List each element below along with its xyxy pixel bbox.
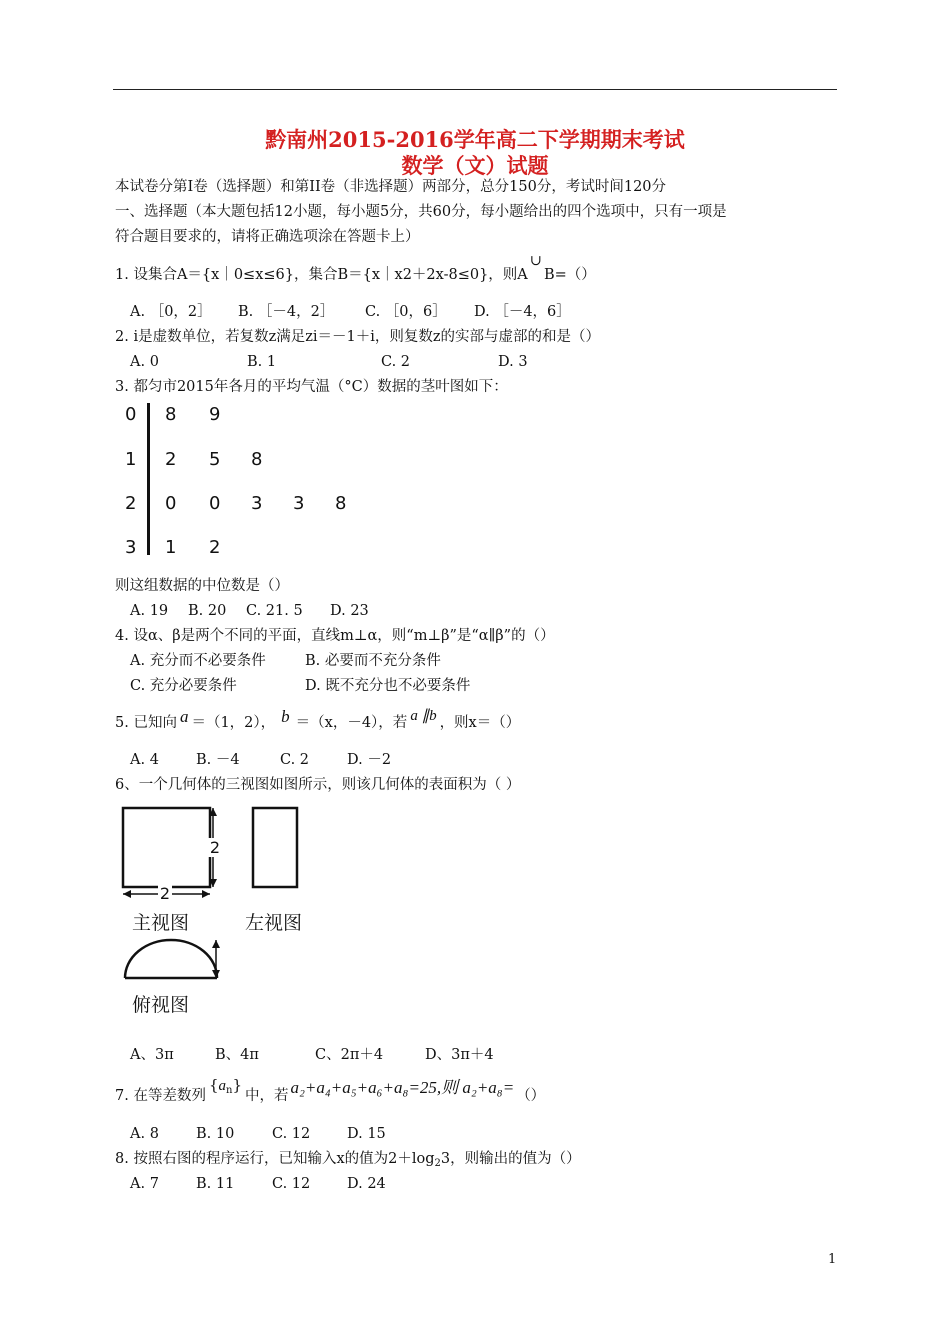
union-symbol: ∪: [529, 253, 542, 269]
q8-option-d: D. 24: [347, 1176, 386, 1192]
exam-subtitle: 数学（文）试题: [401, 153, 549, 178]
q1-option-b: B. ［－4，2］: [238, 304, 335, 320]
q8-stem: 8. 按照右图的程序运行，已知输入x的值为$2+\log_23$，则输出的值为（）: [115, 1151, 581, 1169]
q7-option-b: B. 10: [196, 1126, 235, 1142]
front-view-caption: 主视图: [132, 912, 190, 934]
header-rule: [113, 89, 837, 90]
q2-stem: 2. i是虚数单位，若复数z满足zi＝－1＋i，则复数z的实部与虚部的和是（）: [115, 329, 600, 345]
q4-stem: 4. 设α、β是两个不同的平面，直线m⊥α，则“m⊥β”是“α∥β”的（）: [115, 628, 555, 644]
q4-option-a: A. 充分而不必要条件: [130, 653, 266, 669]
leaf: 0: [209, 493, 221, 514]
side-view-caption: 左视图: [245, 912, 303, 934]
q6-option-d: D、3π＋4: [425, 1047, 494, 1063]
stem: 0: [125, 404, 137, 425]
leaf: 2: [165, 449, 177, 470]
q7-option-c: C. 12: [272, 1126, 311, 1142]
section-heading-cont: 符合题目要求的，请将正确选项涂在答题卡上）: [115, 229, 420, 245]
leaf: 8: [251, 449, 263, 470]
exam-title: 黔南州2015-2016学年高二下学期期末考试: [265, 127, 685, 152]
q6-option-a: A、3π: [130, 1047, 174, 1063]
q5-stem: 5. 已知向 a ＝（1，2）， b ＝（x，－4），若 a ∥b ，则x＝（）: [115, 707, 521, 731]
q3-option-d: D. 23: [330, 603, 369, 619]
q7-stem: 7. 在等差数列$\{a_n\}$中，若 a₂+a₄+a₅+a₆+a₈=25,则 a₂+a₈= （）: [115, 1076, 546, 1104]
leaf: 0: [165, 493, 177, 514]
parallel-condition: a ∥b: [410, 708, 437, 724]
q5-option-a: A. 4: [130, 752, 159, 768]
q1-option-c: C. ［0，6］: [365, 304, 447, 320]
q7-option-a: A. 8: [130, 1126, 159, 1142]
arrow-left-icon: [123, 890, 131, 898]
q6-option-c: C、2π＋4: [315, 1047, 384, 1063]
q6-option-b: B、4π: [215, 1047, 259, 1063]
q3-option-c: C. 21. 5: [246, 603, 303, 619]
q3-option-b: B. 20: [188, 603, 227, 619]
q4-option-c: C. 充分必要条件: [130, 678, 237, 694]
vector-a: a: [179, 707, 189, 726]
vector-b: b: [281, 707, 290, 726]
q5-option-b: B. －4: [196, 752, 240, 768]
leaf: 3: [251, 493, 263, 514]
q5-option-d: D. －2: [347, 752, 392, 768]
front-view-rect: [123, 808, 210, 887]
leaf: 1: [165, 537, 177, 558]
q3-option-a: A. 19: [130, 603, 169, 619]
leaf: 8: [335, 493, 347, 514]
stem: 1: [125, 449, 137, 470]
side-view-rect: [253, 808, 297, 887]
q8-option-b: B. 11: [196, 1176, 235, 1192]
page-number: 1: [828, 1252, 837, 1267]
intro-text: 本试卷分第I卷（选择题）和第II卷（非选择题）两部分，总分150分，考试时间120分: [115, 179, 667, 195]
q2-option-a: A. 0: [130, 354, 159, 370]
leaf: 9: [209, 404, 221, 425]
q6-stem: 6、一个几何体的三视图如图所示，则该几何体的表面积为（ ）: [115, 777, 521, 793]
top-view-arc: [125, 940, 217, 978]
top-view-caption: 俯视图: [132, 994, 190, 1016]
q7-option-d: D. 15: [347, 1126, 386, 1142]
section-heading: 一、选择题（本大题包括12小题，每小题5分，共60分，每小题给出的四个选项中，只有一项是: [115, 204, 727, 220]
leaf: 2: [209, 537, 221, 558]
leaf: 8: [165, 404, 177, 425]
q5-option-c: C. 2: [280, 752, 310, 768]
q1-option-d: D. ［－4，6］: [474, 304, 571, 320]
q1-option-a: A. ［0，2］: [130, 304, 212, 320]
q4-option-d: D. 既不充分也不必要条件: [305, 678, 471, 694]
q3-stem: 3. 都匀市2015年各月的平均气温（°C）数据的茎叶图如下：: [115, 379, 508, 395]
sequence-braces: $\{a_n\}$: [208, 1076, 242, 1096]
stem-divider: [147, 403, 150, 555]
q7-condition: a₂+a₄+a₅+a₆+a₈=25,则 a₂+a₈=: [290, 1078, 515, 1097]
stem: 3: [125, 537, 137, 558]
leaf: 3: [293, 493, 305, 514]
q8-option-a: A. 7: [130, 1176, 159, 1192]
q3-ask: 则这组数据的中位数是（）: [115, 578, 289, 594]
q1-stem: 1. 设集合A＝{x｜0≤x≤6}，集合B＝{x｜x2＋2x-8≤0}，则A∪B=（）: [115, 253, 596, 283]
height-label: 2: [207, 838, 223, 857]
q2-option-b: B. 1: [247, 354, 277, 370]
width-label: 2: [159, 884, 171, 903]
q8-option-c: C. 12: [272, 1176, 311, 1192]
leaf: 5: [209, 449, 221, 470]
three-views-figure: [110, 800, 310, 990]
arrow-right-icon: [202, 890, 210, 898]
stem: 2: [125, 493, 137, 514]
q4-option-b: B. 必要而不充分条件: [305, 653, 441, 669]
q2-option-d: D. 3: [498, 354, 528, 370]
arrow-up-icon: [212, 940, 220, 948]
q2-option-c: C. 2: [381, 354, 411, 370]
